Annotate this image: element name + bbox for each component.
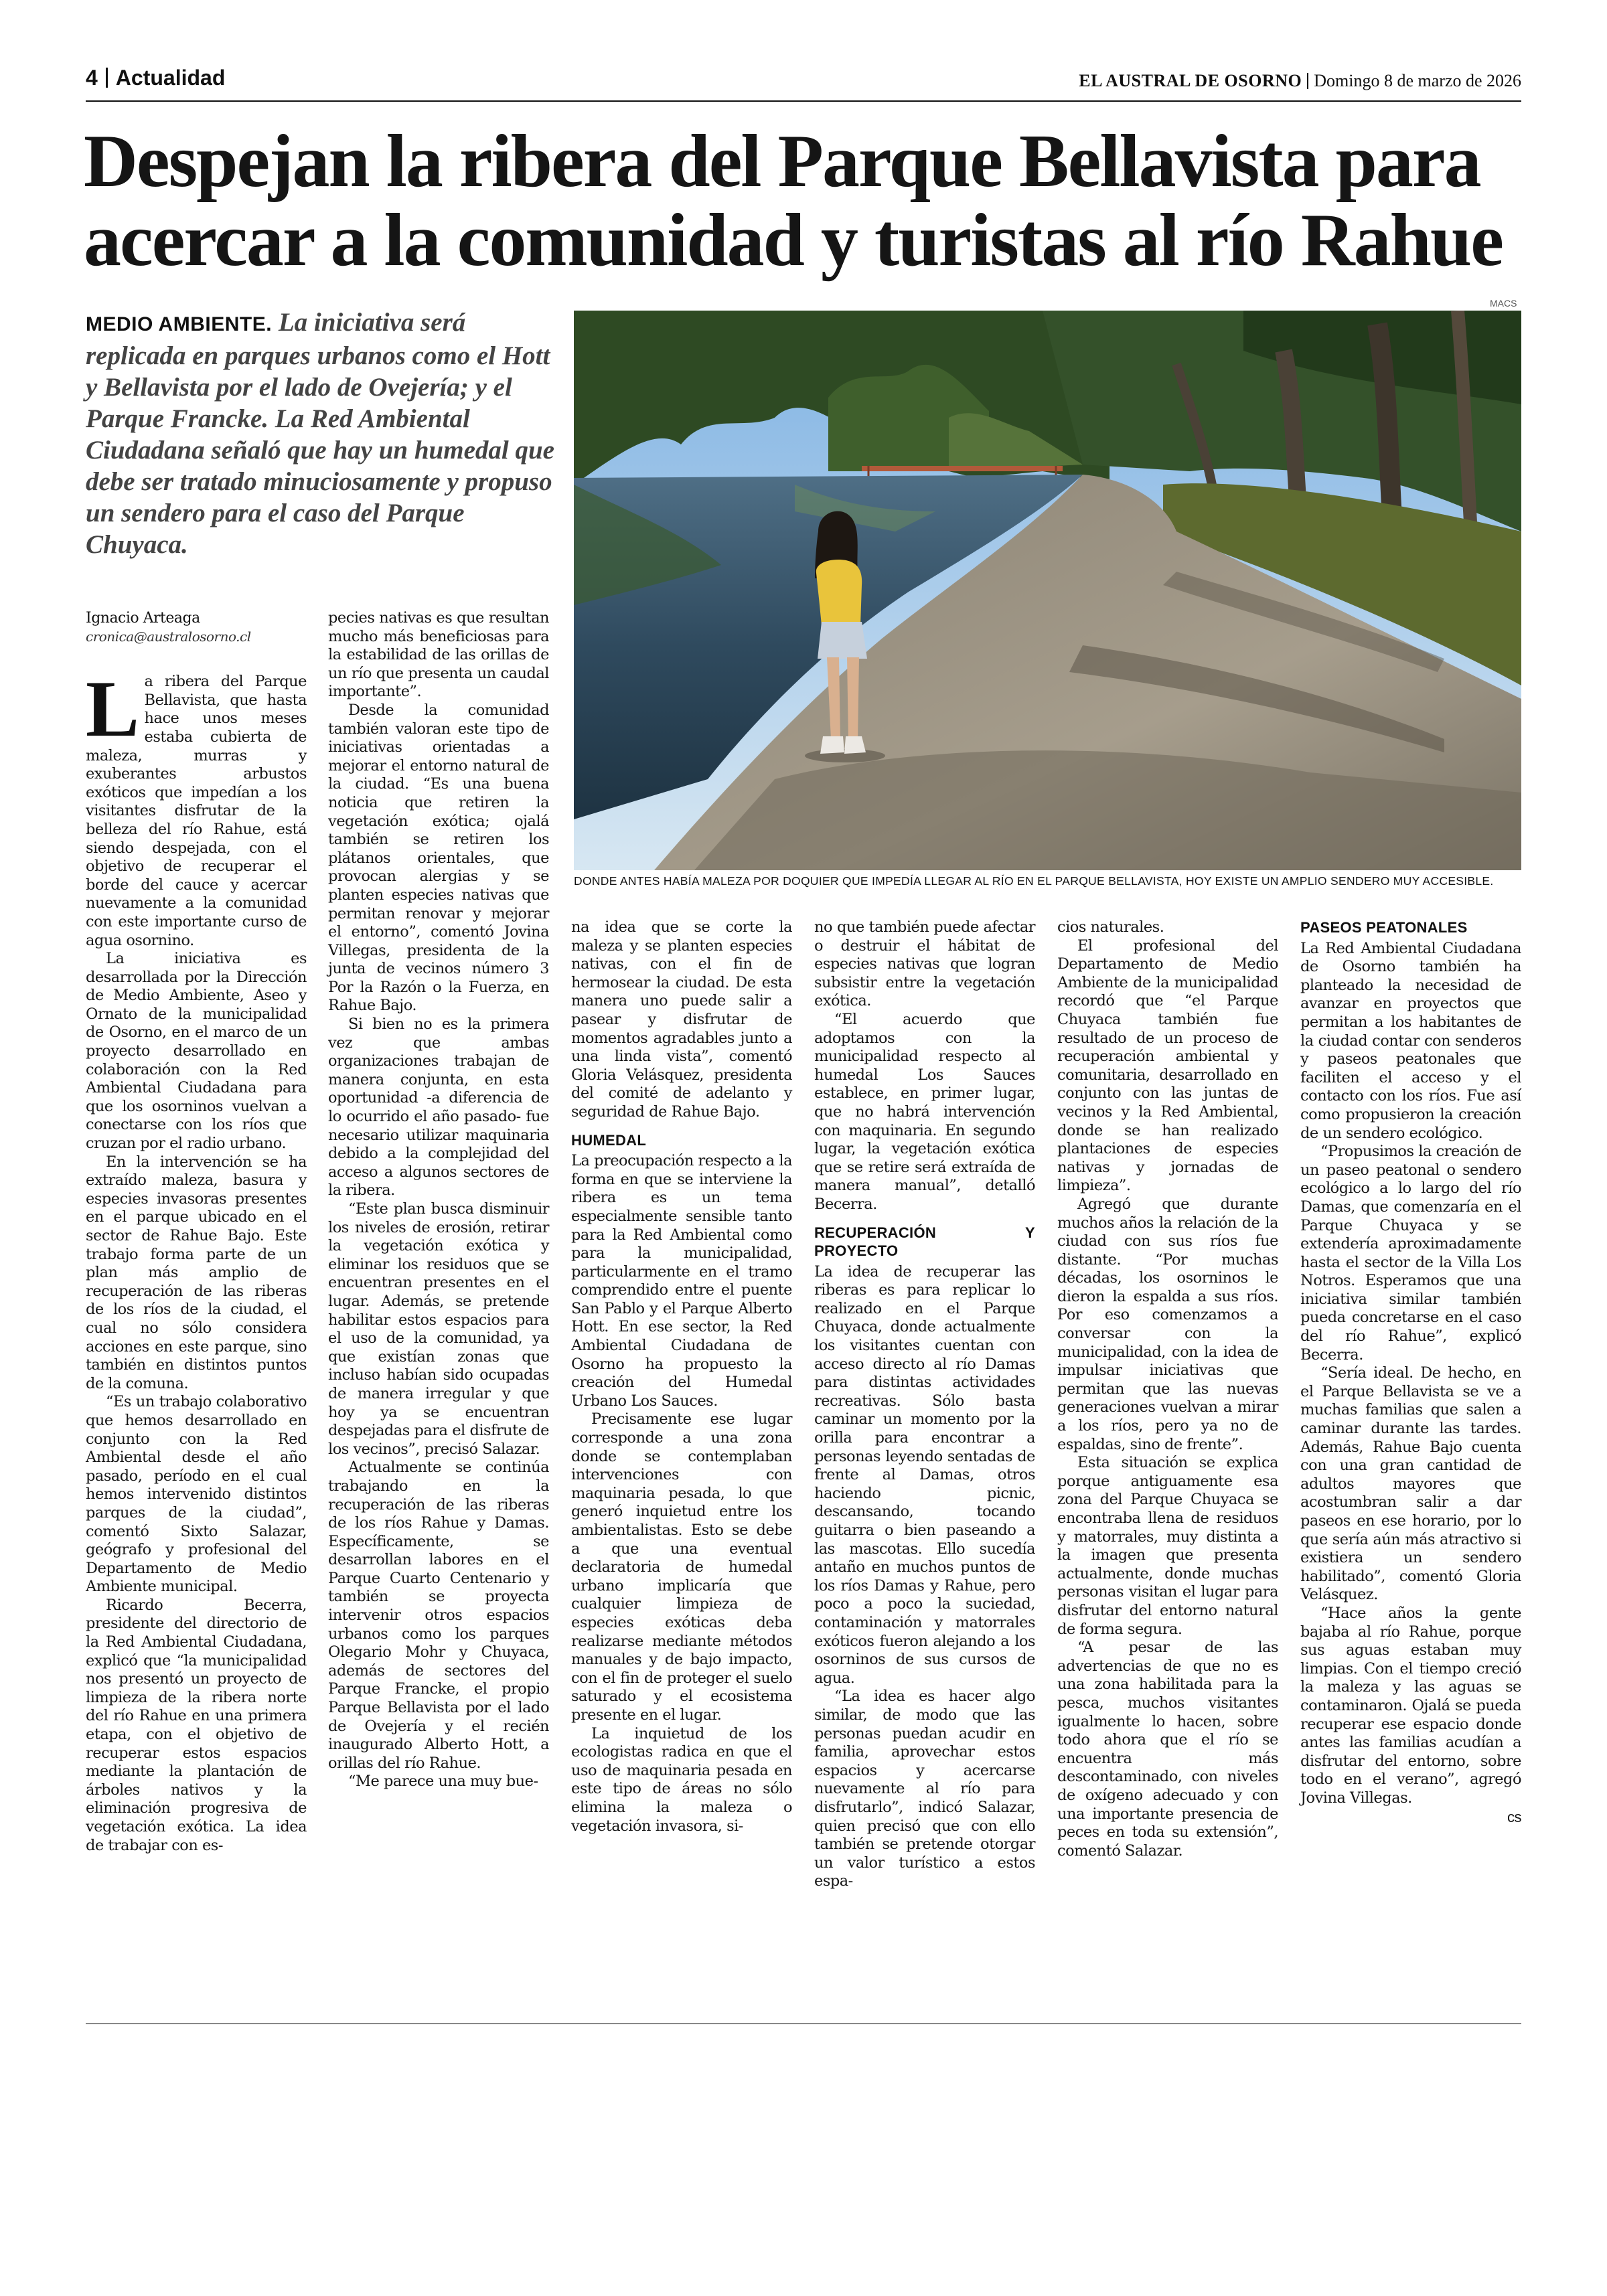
page-header-left — [86, 66, 225, 90]
article-column-5 — [1057, 918, 1278, 1860]
article-column-3 — [571, 918, 792, 1835]
lede-text: La iniciativa será replicada en parques urbanos como el Hott y Bellavista por el lado de Ovejería; y el Parque Francke. La Red Ambiental Ciudadana señaló que hay un humedal que debe ser tratado minuciosamente y propuso un sendero para el caso del Parque Chuyaca. — [86, 308, 554, 559]
header-divider — [106, 68, 108, 88]
lede — [86, 307, 554, 560]
drop-cap: L — [86, 664, 139, 754]
article-column-1 — [86, 609, 307, 1855]
riverbank-photo-illustration — [574, 311, 1521, 870]
subhead-recuperacion: RECUPERACIÓN Y PROYECTO — [814, 1224, 1035, 1260]
article-paragraph: “Este plan busca disminuir los niveles de erosión, retirar la vegetación exótica y eliminar los residuos que se encuentran presentes en el lugar. Además, se pretende habilitar estos espacios para el uso de la comunidad, ya que existían zonas que incluso habían sido ocupadas de manera irregular y que hoy ya se encuentran despejadas para el disfrute de los vecinos”, precisó Salazar. — [328, 1200, 549, 1458]
article-paragraph: Desde la comunidad también valoran este tipo de iniciativas orientadas a mejorar el entorno natural de la ciudad. “Es una buena noticia que retiren la vegetación exótica; ojalá también se retiren los plátanos orientales, que provocan alergias y se planten especies nativas que permitan renovar y mejorar el entorno”, comentó Jovina Villegas, presidenta de la junta de vecinos número 3 Por la Razón o la Fuerza, en Rahue Bajo. — [328, 701, 549, 1015]
page-number: 4 — [86, 66, 98, 90]
article-paragraph: “La idea es hacer algo similar, de modo que las personas puedan acudir en familia, aprovechar estos espacios y acercarse nuevamente al río para disfrutarlo”, indicó Salazar, quien precisó que con ello también se pretende otorgar un valor turístico a estos espa- — [814, 1688, 1035, 1890]
article-column-4 — [814, 918, 1035, 1891]
byline-author: Ignacio Arteaga — [86, 610, 200, 627]
article-paragraph: La idea de recuperar las riberas es para replicar lo realizado en el Parque Chuyaca, donde actualmente los visitantes cuentan con acceso directo al río Damas para distintas actividades recreativas. Sólo basta caminar un momento por la orilla para encontrar a personas leyendo sentadas de frente al Damas, otros haciendo picnic, descansando, tocando guitarra o bien paseando a las mascotas. Ello sucedía antaño en muchos puntos de los ríos Damas y Rahue, pero poco a poco la suciedad, contaminación y matorrales exóticos fueron alejando a los osorninos de sus cursos de agua. — [814, 1262, 1035, 1687]
article-paragraph: Agregó que durante muchos años la relación de la ciudad con sus ríos fue distante. “Por muchas décadas, los osorninos le dieron la espalda a sus ríos. Por eso comenzamos a conversar con la municipalidad, con la idea de impulsar iniciativas que permitan que las nuevas generaciones vuelvan a mirar a los ríos, pero ya no de espaldas, sino de frente”. — [1057, 1195, 1278, 1453]
article-paragraph: “El acuerdo que adoptamos con la municipalidad respecto al humedal Los Sauces establece, en primer lugar, que no habrá intervención con maquinaria. En segundo lugar, la vegetación exótica que se retire será extraída de manera manual”, detalló Becerra. — [814, 1010, 1035, 1213]
photo-caption: DONDE ANTES HABÍA MALEZA POR DOQUIER QUE IMPEDÍA LLEGAR AL RÍO EN EL PARQUE BELLAVISTA, HOY EXISTE UN AMPLIO SENDERO MUY ACCESIBLE. — [574, 874, 1494, 888]
article-paragraph: pecies nativas es que resultan mucho más beneficiosas para la estabilidad de las orillas de un río que presenta un caudal importante”. — [328, 609, 549, 701]
article-paragraph: “Hace años la gente bajaba al río Rahue, porque sus aguas estaban muy limpias. Con el tiempo creció la maleza y las aguas se contaminaron. Ojalá se pueda recuperar ese espacio donde antes las familias acudían a disfrutar del entorno, sobre todo en el verano”, agregó Jovina Villegas. — [1300, 1604, 1521, 1807]
header-rule — [86, 100, 1521, 102]
publication-name: EL AUSTRAL DE OSORNO — [1079, 71, 1302, 90]
page-header-right — [1079, 71, 1521, 91]
section-name: Actualidad — [115, 66, 226, 90]
article-paragraph: na idea que se corte la maleza y se planten especies nativas, con el fin de hermosear la ciudad. De esta manera uno puede salir a pasear y disfrutar de momentos agradables junto a una linda vista”, comentó Gloria Velásquez, presidenta del comité de adelanto y seguridad de Rahue Bajo. — [571, 918, 792, 1121]
article-paragraph: Ricardo Becerra, presidente del directorio de la Red Ambiental Ciudadana, explicó que “la municipalidad nos presentó un proyecto de limpieza de la ribera norte del río Rahue en una primera etapa, con el objetivo de recuperar estos espacios mediante la plantación de árboles nativos y la eliminación progresiva de vegetación exótica. La idea de trabajar con es- — [86, 1596, 307, 1854]
article-paragraph: La inquietud de los ecologistas radica en que el uso de maquinaria pesada en este tipo de áreas no sólo elimina la maleza o vegetación invasora, si- — [571, 1724, 792, 1835]
article-paragraph: “Sería ideal. De hecho, en el Parque Bellavista se ve a muchas familias que salen a caminar durante las tardes. Además, Rahue Bajo cuenta con una gran cantidad de adultos mayores que acostumbran salir a dar paseos en ese horario, por lo que sería aún más atractivo si existiera un sendero habilitado”, comentó Gloria Velásquez. — [1300, 1364, 1521, 1604]
article-paragraph: “A pesar de las advertencias de que no es una zona habilitada para la pesca, muchos visitantes igualmente lo hacen, sobre todo ahora que el río se encuentra más descontaminado, con niveles de oxígeno adecuado y con una importante presencia de peces en toda su extensión”, comentó Salazar. — [1057, 1639, 1278, 1860]
photo-credit: MACS — [1490, 298, 1517, 309]
article-paragraph: Precisamente ese lugar corresponde a una zona donde se contemplaban intervenciones con maquinaria pesada, lo que generó inquietud entre los ambientalistas. Esto se debe a que una eventual declaratoria de humedal urbano implicaría que cualquier limpieza de especies exóticas deba realizarse mediante métodos manuales y de bajo impacto, con el fin de proteger el suelo saturado y el ecosistema presente en el lugar. — [571, 1410, 792, 1724]
end-mark: cs — [1507, 1808, 1521, 1825]
article-paragraph: “Me parece una muy bue- — [348, 1773, 538, 1791]
subhead-paseos: PASEOS PEATONALES — [1300, 919, 1468, 936]
article-paragraph: En la intervención se ha extraído maleza, basura y especies invasoras presentes en el parque ubicado en el sector de Rahue Bajo. Este trabajo forma parte de un plan más amplio de recuperación de las riberas de los ríos de la ciudad, el cual no sólo considera acciones en este parque, sino también en distintos puntos de la comuna. — [86, 1153, 307, 1392]
byline-email: cronica@australosorno.cl — [86, 628, 251, 645]
article-paragraph: “Es un trabajo colaborativo que hemos desarrollado en conjunto con la Red Ambiental desde el año pasado, período en el cual hemos intervenido distintos parques de la ciudad”, comentó Sixto Salazar, geógrafo y profesional del Departamento de Medio Ambiente municipal. — [86, 1393, 307, 1596]
article-column-6 — [1300, 918, 1521, 1827]
lede-kicker: MEDIO AMBIENTE. — [86, 313, 273, 335]
headline: Despejan la ribera del Parque Bellavista para acercar a la comunidad y turistas al río Rahue — [84, 120, 1503, 282]
footer-rule — [86, 2023, 1521, 2024]
article-paragraph: “Propusimos la creación de un paseo peatonal o sendero ecológico a lo largo del río Damas, que comenzaría en el Parque Chuyaca y se extendería aproximadamente hasta el sector de la Villa Los Notros. Esperamos que una iniciativa similar también pueda concretarse en el caso del río Rahue”, explicó Becerra. — [1300, 1143, 1521, 1364]
article-paragraph: Si bien no es la primera vez que ambas organizaciones trabajan de manera conjunta, en esta oportunidad -a diferencia de lo ocurrido el año pasado- fue necesario utilizar maquinaria debido a la complejidad del acceso a algunos sectores de la ribera. — [328, 1015, 549, 1200]
article-paragraph: El profesional del Departamento de Medio Ambiente de la municipalidad recordó que “el Parque Chuyaca también fue resultado de un proceso de recuperación ambiental y comunitaria, desarrollado en conjunto con las juntas de vecinos y la Red Ambiental, donde se han realizado plantaciones de especies nativas y jornadas de limpieza”. — [1057, 936, 1278, 1195]
article-paragraph: La ribera del Parque Bellavista, que hasta hace unos meses estaba cubierta de maleza, murras y exuberantes arbustos exóticos que impedían a los visitantes disfrutar de la belleza del río Rahue, está siendo despejada, con el objetivo de recuperar el borde del cauce y acercar nuevamente a la comunidad con este importante curso de agua osornino. — [86, 664, 307, 949]
article-paragraph: La Red Ambiental Ciudadana de Osorno también ha planteado la necesidad de avanzar en proyectos que permitan a los habitantes de la ciudad contar con senderos y paseos peatonales que faciliten el acceso y el contacto con los ríos. Fue así como propusieron la creación de un sendero ecológico. — [1300, 939, 1521, 1142]
article-paragraph: Actualmente se continúa trabajando en la recuperación de las riberas de los ríos Rahue y Damas. Específicamente, se desarrollan labores en el Parque Cuarto Centenario y también se proyecta intervenir otros espacios urbanos como los parques Olegario Mohr y Chuyaca, además de sectores del Parque Francke, el propio Parque Bellavista por el lado de Ovejería y el recién inaugurado Alberto Hott, a orillas del río Rahue. — [328, 1459, 549, 1772]
subhead-humedal: HUMEDAL — [571, 1131, 647, 1149]
publication-date: Domingo 8 de marzo de 2026 — [1314, 71, 1521, 90]
article-paragraph: La iniciativa es desarrollada por la Dirección de Medio Ambiente, Aseo y Ornato de la municipalidad de Osorno, en el marco de un proyecto desarrollado en colaboración con la Red Ambiental Ciudadana para que los osorninos vuelvan a conectarse con los ríos que cruzan por el radio urbano. — [86, 950, 307, 1153]
article-photo — [574, 311, 1521, 870]
article-paragraph: Esta situación se explica porque antiguamente esa zona del Parque Chuyaca se encontraba llena de residuos y matorrales, muy distinta a la imagen que presenta actualmente, donde muchas personas visitan el lugar para disfrutar del entorno natural de forma segura. — [1057, 1454, 1278, 1638]
article-paragraph: cios naturales. — [1057, 918, 1164, 936]
article-column-2 — [328, 609, 549, 1791]
article-paragraph: La preocupación respecto a la forma en que se interviene la ribera es un tema especialmente sensible tanto para la Red Ambiental como para la municipalidad, particularmente en el tramo comprendido entre el puente San Pablo y el Parque Alberto Hott. En ese sector, la Red Ambiental Ciudadana de Osorno ha propuesto la creación del Humedal Urbano Los Sauces. — [571, 1152, 792, 1410]
header-divider-right — [1307, 73, 1308, 89]
article-paragraph: no que también puede afectar o destruir el hábitat de especies nativas que logran subsistir entre la vegetación exótica. — [814, 918, 1035, 1010]
